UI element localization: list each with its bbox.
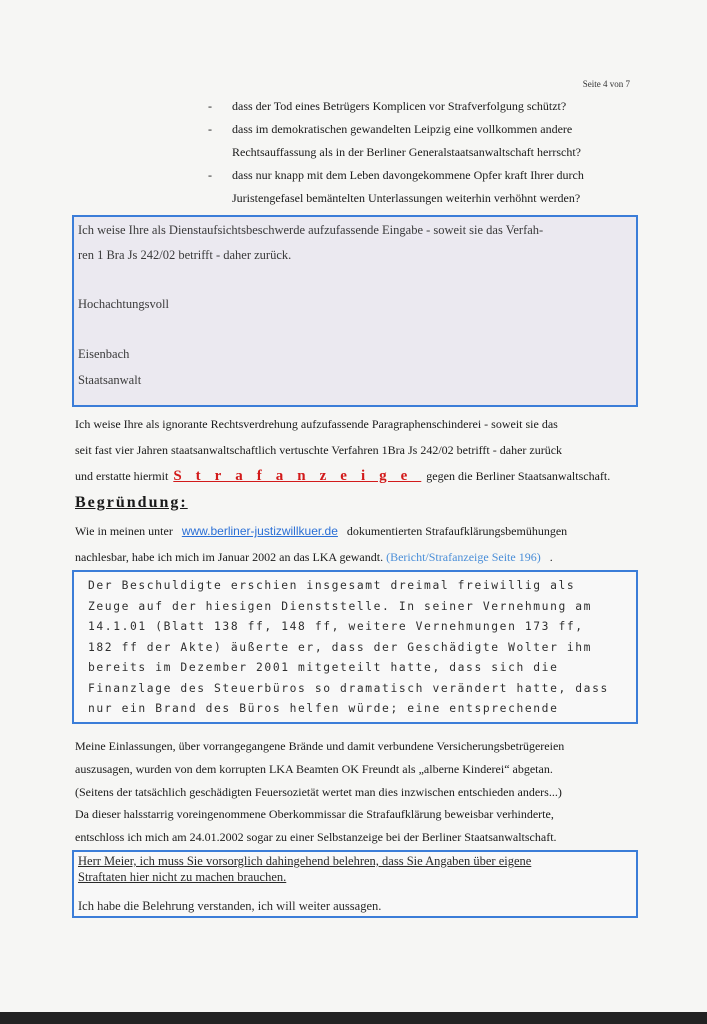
- report-line: Finanzlage des Steuerbüros so dramatisch verändert hatte, dass: [88, 681, 609, 695]
- report-line: Zeuge auf der hiesigen Dienststelle. In seiner Vernehmung am: [88, 599, 593, 613]
- intro-text: Wie in meinen unter: [75, 524, 173, 538]
- body-line: (Seitens der tatsächlich geschädigten Feuersozietät wertet man dies inzwischen entschieden anders...): [75, 784, 562, 799]
- report-line: 182 ff der Akte) äußerte er, dass der Geschädigte Wolter ihm: [88, 640, 593, 654]
- body-line: entschloss ich mich am 24.01.2002 sogar zu einer Selbstanzeige bei der Berliner Staatsanwaltschaft.: [75, 830, 557, 845]
- intro-text: nachlesbar, habe ich mich im Januar 2002 an das LKA gewandt.: [75, 550, 384, 564]
- list-dash: -: [208, 168, 212, 182]
- list-item-text: dass im demokratischen gewandelten Leipzig eine vollkommen andere: [232, 122, 573, 136]
- report-reference: (Bericht/Strafanzeige Seite 196): [386, 550, 541, 564]
- reply-line: seit fast vier Jahren staatsanwaltschaftlich vertuschte Verfahren 1Bra Js 242/02 betrifft - daher zurück: [75, 443, 563, 457]
- reply-text: und erstatte hiermit: [75, 469, 169, 483]
- section-heading: Begründung:: [75, 494, 188, 511]
- report-line: 14.1.01 (Blatt 138 ff, 148 ff, weitere Vernehmungen 173 ff,: [88, 620, 584, 633]
- intro-line: [75, 544, 635, 570]
- list-item: [208, 95, 638, 118]
- intro-text: .: [549, 550, 553, 564]
- quote-line: Ich weise Ihre als Dienstaufsichtsbeschwerde aufzufassende Eingabe - soweit sie das Verfah-: [78, 223, 544, 237]
- notice-line: Herr Meier, ich muss Sie vorsorglich dahingehend belehren, dass Sie Angaben über eigene: [78, 854, 532, 868]
- notice-quote-box: [72, 850, 638, 918]
- police-report-quote-box: [72, 570, 638, 724]
- reply-paragraph: [75, 411, 635, 489]
- intro-line: [75, 518, 635, 544]
- reply-line: Ich weise Ihre als ignorante Rechtsverdrehung aufzufassende Paragraphenschinderei - soweit sie das: [75, 417, 558, 431]
- notice-line: Straftaten hier nicht zu machen brauchen.: [78, 870, 287, 884]
- intro-paragraph: [75, 518, 635, 570]
- intro-text: dokumentierten Strafaufklärungsbemühungen: [346, 524, 568, 538]
- body-line: auszusagen, wurden von dem korrupten LKA Beamten OK Freundt als „alberne Kinderei“ abgetan.: [75, 761, 553, 776]
- signatory-name: Eisenbach: [78, 347, 130, 361]
- list-item-text: Rechtsauffassung als in der Berliner Generalstaatsanwaltschaft herrscht?: [232, 145, 581, 159]
- list-item: [208, 164, 638, 210]
- signatory-title: Staatsanwalt: [78, 373, 142, 387]
- scan-edge: [0, 1012, 707, 1024]
- list-dash: -: [208, 99, 212, 113]
- report-line: nur ein Brand des Büros helfen würde; eine entsprechende: [88, 702, 559, 715]
- notice-line: Ich habe die Belehrung verstanden, ich will weiter aussagen.: [78, 899, 382, 913]
- list-item-text: dass nur knapp mit dem Leben davongekommene Opfer kraft Ihrer durch: [232, 168, 584, 182]
- website-link[interactable]: www.berliner-justizwillkuer.de: [181, 524, 338, 538]
- list-dash: -: [208, 122, 212, 136]
- page-number: Seite 4 von 7: [582, 79, 630, 89]
- strafanzeige-label: Strafanzeige: [173, 468, 422, 484]
- reply-line: [75, 463, 635, 489]
- report-line: Der Beschuldigte erschien insgesamt dreimal freiwillig als: [88, 579, 576, 592]
- list-item-text: Juristengefasel bemäntelten Unterlassungen weiterhin verhöhnt werden?: [232, 191, 581, 205]
- quoted-letter-box: [72, 215, 638, 407]
- police-report-text: [88, 576, 628, 720]
- body-paragraph: [75, 735, 635, 849]
- list-item: [208, 118, 638, 164]
- closing-phrase: Hochachtungsvoll: [78, 297, 169, 311]
- list-item-text: dass der Tod eines Betrügers Komplicen vor Strafverfolgung schützt?: [232, 99, 567, 113]
- quote-line: ren 1 Bra Js 242/02 betrifft - daher zurück.: [78, 248, 292, 262]
- report-line: bereits im Dezember 2001 mitgeteilt hatte, dass sich die: [88, 661, 559, 674]
- reply-text: gegen die Berliner Staatsanwaltschaft.: [426, 469, 611, 483]
- question-list: [208, 95, 638, 210]
- body-line: Da dieser halsstarrig voreingenommene Oberkommissar die Strafaufklärung beweisbar verhinderte,: [75, 807, 554, 822]
- body-line: Meine Einlassungen, über vorrangegangene Brände und damit verbundene Versicherungsbetrügereien: [75, 739, 565, 753]
